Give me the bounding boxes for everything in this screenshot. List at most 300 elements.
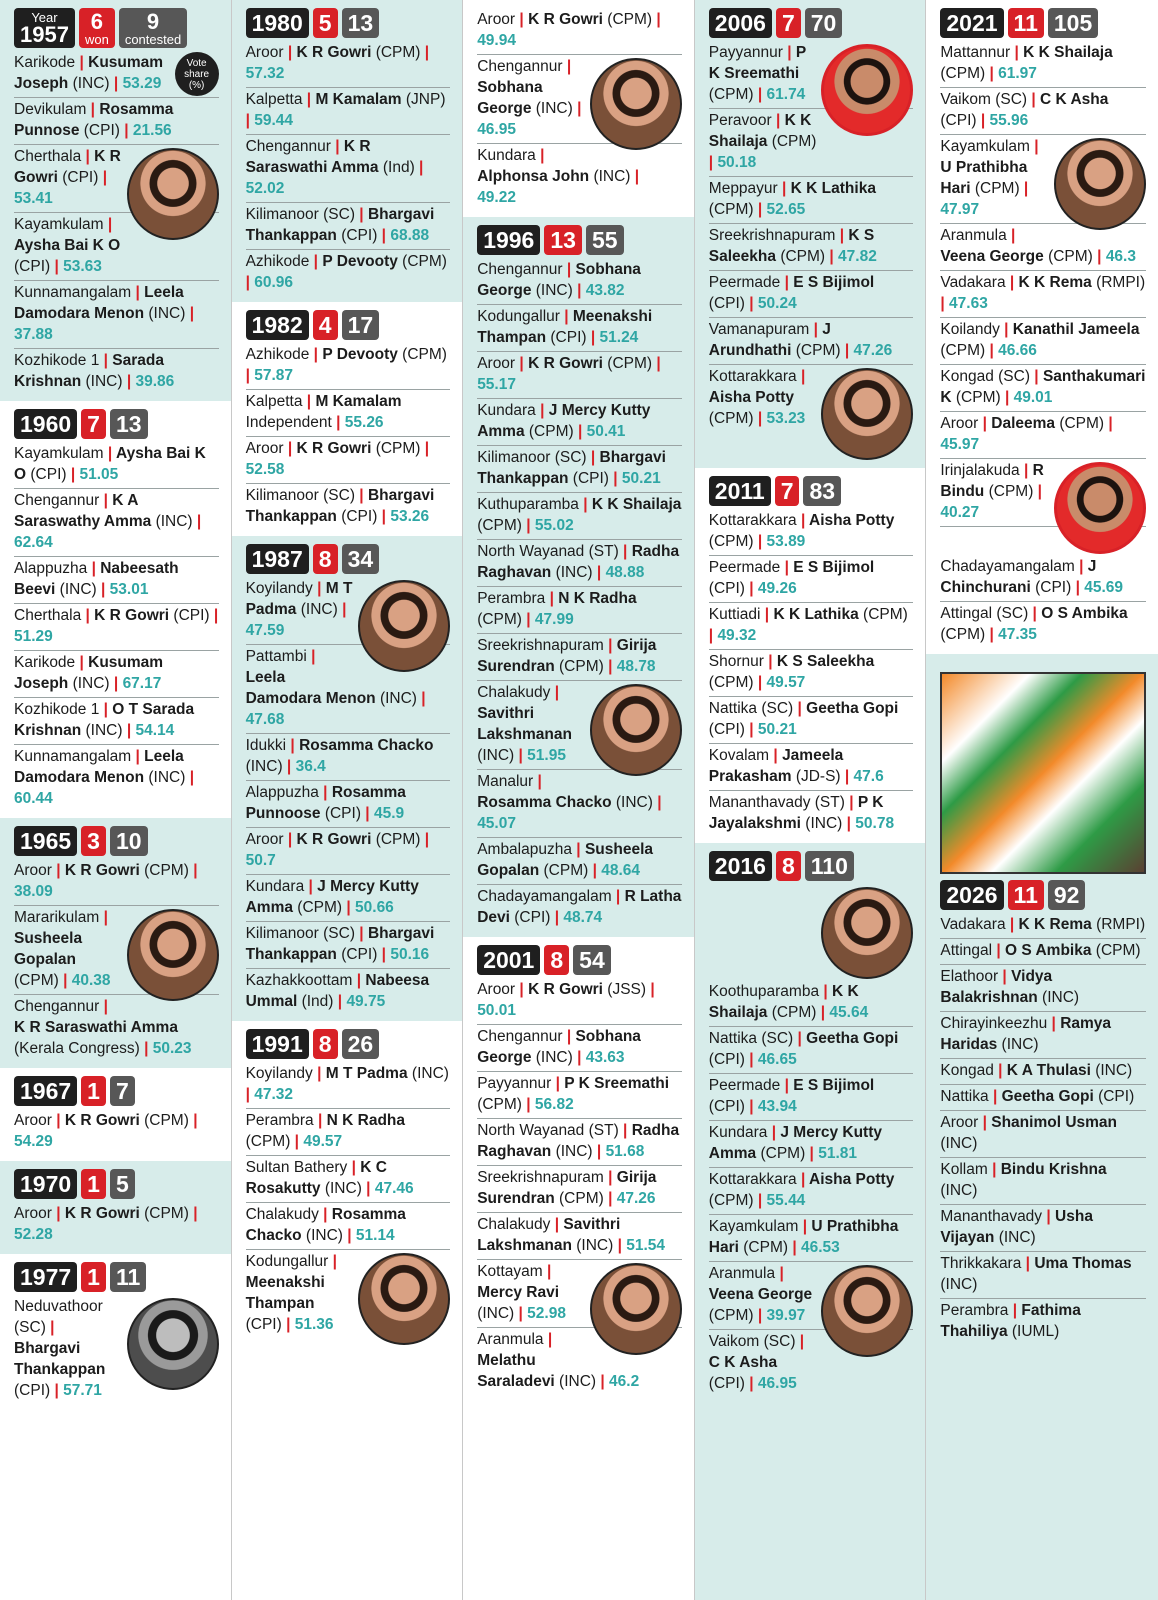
year-box: 1965 — [14, 826, 77, 856]
column-filler — [0, 1410, 231, 1600]
separator: | — [1079, 558, 1088, 575]
candidate-name: K K Shailaja — [708, 112, 812, 150]
contested-box: 17 — [342, 310, 380, 340]
separator: | — [537, 773, 542, 790]
year-box: 1987 — [246, 544, 309, 574]
separator: | — [54, 1382, 64, 1399]
vote-share: 40.27 — [940, 504, 980, 521]
candidate-name: K S Saleekha — [708, 227, 875, 265]
candidate-entry — [940, 318, 1146, 365]
constituency: Kazhakkoottam — [245, 972, 357, 989]
constituency: Kuttiadi — [708, 606, 765, 623]
separator: | — [189, 769, 195, 786]
won-box: 4 — [313, 310, 338, 340]
candidate-name: K K Lathika — [773, 606, 864, 623]
vote-share: 51.54 — [626, 1237, 666, 1254]
candidate-name: K R Gowri — [64, 1205, 145, 1222]
party: (INC) — [559, 1373, 601, 1390]
constituency: Devikulam — [14, 101, 91, 118]
separator: | — [784, 1077, 794, 1094]
candidate-name: Melathu Saraladevi — [477, 1352, 560, 1390]
party: (RMPI) — [1096, 274, 1146, 291]
candidate-name: Uma Thomas — [1034, 1255, 1132, 1272]
separator: | — [839, 227, 849, 244]
candidate-name: E S Bijimol — [793, 559, 875, 576]
party: (CPI) — [173, 607, 214, 624]
separator: | — [617, 1237, 627, 1254]
candidate-entry — [940, 41, 1146, 88]
party: (INC) — [324, 1180, 367, 1197]
year-box: 1996 — [477, 225, 540, 255]
party: (INC) — [535, 1049, 578, 1066]
candidate-entry — [246, 781, 451, 828]
party: (CPM) — [559, 1190, 609, 1207]
party: (CPM) — [708, 410, 758, 427]
candidate-name: K R Gowri — [296, 44, 376, 61]
vote-share: 49.57 — [766, 674, 806, 691]
constituency: Aranmula — [940, 227, 1012, 244]
candidate-name: Girija Surendran — [477, 1169, 657, 1207]
year-section-1960 — [0, 401, 231, 818]
vote-share: 50.01 — [477, 1002, 516, 1019]
candidate-entry — [709, 884, 914, 1027]
vote-share: 62.64 — [14, 534, 53, 551]
candidate-name: Aysha Bai K O — [14, 445, 206, 483]
year-box — [14, 8, 75, 48]
vote-share: 47.68 — [245, 711, 285, 728]
separator: | — [313, 253, 323, 270]
candidate-entry — [246, 1156, 451, 1203]
candidate-entry — [246, 1109, 451, 1156]
candidate-name: Bhargavi Thankappan — [14, 1340, 106, 1378]
party: (INC) — [155, 513, 197, 530]
party: (CPM) — [940, 626, 990, 643]
separator: | — [773, 747, 783, 764]
column-filler — [232, 1353, 463, 1600]
constituency: Sreekrishnapuram — [477, 637, 609, 654]
party: (INC) — [1095, 1062, 1133, 1079]
separator: | — [555, 1075, 565, 1092]
constituency: Thrikkakara — [940, 1255, 1026, 1272]
candidate-entry — [709, 41, 914, 109]
party: (CPI) — [14, 258, 55, 275]
vote-share: 47.46 — [374, 1180, 414, 1197]
candidate-entry — [477, 1260, 682, 1328]
column-filler — [463, 1401, 694, 1600]
separator: | — [757, 533, 767, 550]
separator: | — [306, 393, 316, 410]
constituency: Kilimanoor (SC) — [245, 487, 360, 504]
candidate-name: K R Saraswathi Amma — [14, 1019, 178, 1036]
constituency: Mananthavady — [940, 1208, 1047, 1225]
candidate-name: Kusumam Joseph — [14, 54, 164, 92]
candidate-photo — [590, 58, 682, 150]
constituency: Peermade — [708, 559, 785, 576]
party: (IUML) — [1011, 1323, 1060, 1340]
party: (CPI) — [708, 721, 750, 738]
constituency: Sultan Bathery — [245, 1159, 352, 1176]
separator: | — [771, 1124, 781, 1141]
separator: | — [518, 1305, 528, 1322]
party: (CPM) — [780, 248, 830, 265]
constituency: Aroor — [14, 1112, 57, 1129]
year-box: 2016 — [709, 851, 772, 881]
candidate-entry — [709, 224, 914, 271]
separator: | — [566, 1028, 576, 1045]
party: (INC) — [300, 601, 343, 618]
constituency: Kunnamangalam — [14, 284, 136, 301]
vote-share-label-2: share — [184, 68, 210, 80]
separator: | — [799, 1333, 805, 1350]
separator: | — [311, 648, 316, 665]
party: (Ind) — [382, 159, 420, 176]
candidate-name: Susheela Gopalan — [477, 841, 653, 879]
year-header — [246, 544, 451, 574]
candidate-name: Susheela Gopalan — [14, 930, 83, 968]
candidate-photo — [127, 909, 219, 1001]
constituency: Mararikulam — [14, 909, 104, 926]
column-3 — [463, 0, 695, 1600]
party: (INC) — [576, 1237, 618, 1254]
separator: | — [1025, 1255, 1035, 1272]
constituency: Mattannur — [940, 44, 1015, 61]
separator: | — [90, 101, 100, 118]
constituency: Peravoor — [708, 112, 776, 129]
party: (INC) — [535, 282, 578, 299]
separator: | — [577, 282, 586, 299]
party: (CPI) — [341, 946, 382, 963]
candidate-name: M T Padma — [245, 580, 353, 618]
won-box: 8 — [544, 945, 569, 975]
constituency: Peermade — [708, 274, 785, 291]
party: (CPM) — [528, 423, 578, 440]
candidate-name: J Chinchurani — [940, 558, 1097, 596]
separator: | — [989, 626, 999, 643]
separator: | — [608, 1190, 617, 1207]
vote-share: 47.32 — [254, 1086, 294, 1103]
contested-box: 110 — [805, 851, 854, 881]
party: (CPM) — [743, 1239, 793, 1256]
constituency: Kalpetta — [245, 393, 307, 410]
separator: | — [657, 794, 662, 811]
constituency: Chadayamangalam — [477, 888, 616, 905]
year-header — [246, 8, 451, 38]
candidate-entry — [940, 1158, 1146, 1205]
constituency: Kayamkulam — [14, 216, 108, 233]
candidate-name: Sobhana George — [477, 261, 641, 299]
separator: | — [1002, 968, 1012, 985]
candidate-entry — [246, 343, 451, 390]
separator: | — [245, 112, 255, 129]
separator: | — [54, 258, 64, 275]
separator: | — [1009, 916, 1019, 933]
party: (CPM) — [477, 1096, 527, 1113]
constituency: Chalakudy — [477, 1216, 555, 1233]
candidate-entry — [477, 258, 682, 305]
year-header — [14, 1262, 219, 1292]
separator: | — [1011, 227, 1016, 244]
separator: | — [775, 112, 785, 129]
won-box: 1 — [81, 1169, 106, 1199]
vote-share: 45.64 — [829, 1004, 869, 1021]
constituency: Kunnamangalam — [14, 748, 136, 765]
candidate-photo — [127, 148, 219, 240]
separator: | — [337, 993, 347, 1010]
separator: | — [63, 972, 72, 989]
candidate-entry — [940, 412, 1146, 459]
candidate-entry — [940, 1299, 1146, 1345]
separator: | — [245, 1086, 255, 1103]
separator: | — [992, 1088, 1002, 1105]
candidate-photo — [1054, 138, 1146, 230]
separator: | — [1046, 1208, 1056, 1225]
vote-share: 55.96 — [989, 112, 1029, 129]
separator: | — [144, 1040, 153, 1057]
candidate-name: Nabeesath Beevi — [14, 560, 179, 598]
separator: | — [91, 560, 101, 577]
separator: | — [101, 581, 110, 598]
constituency: Irinjalakuda — [940, 462, 1024, 479]
candidate-entry — [246, 390, 451, 437]
separator: | — [346, 899, 356, 916]
constituency: Chengannur — [477, 261, 567, 278]
separator: | — [102, 169, 108, 186]
vote-share: 57.32 — [245, 65, 285, 82]
separator: | — [381, 227, 391, 244]
candidate-name: K R Gowri — [528, 981, 608, 998]
separator: | — [1051, 1015, 1061, 1032]
separator: | — [351, 1159, 361, 1176]
constituency: Chalakudy — [245, 1206, 324, 1223]
candidate-entry — [709, 650, 914, 697]
constituency: Aroor — [245, 831, 288, 848]
constituency: North Wayanad (ST) — [477, 1122, 624, 1139]
constituency: Elathoor — [940, 968, 1003, 985]
candidate-name: Sarada Krishnan — [14, 352, 164, 390]
party: (INC) — [148, 769, 190, 786]
separator: | — [768, 653, 777, 670]
separator: | — [608, 1169, 617, 1186]
party: (INC) — [85, 373, 127, 390]
candidate-name: P K Jayalakshmi — [708, 794, 884, 832]
separator: | — [784, 274, 794, 291]
constituency: Koyilandy — [245, 1065, 318, 1082]
candidate-entry — [709, 271, 914, 318]
candidate-entry — [14, 98, 219, 145]
candidate-name: Fathima Thahiliya — [940, 1302, 1081, 1340]
candidate-name: Bhargavi Thankappan — [245, 487, 435, 525]
candidate-name: P Devooty — [322, 253, 403, 270]
party: (CPM) — [988, 483, 1038, 500]
separator: | — [1012, 1302, 1022, 1319]
candidate-entry — [940, 459, 1146, 527]
contested-box: 11 — [110, 1262, 146, 1292]
candidate-entry — [477, 634, 682, 681]
party: (INC) — [411, 1065, 449, 1082]
candidate-entry — [246, 1203, 451, 1250]
candidate-name: K K Rema — [1018, 916, 1097, 933]
contested-box: 13 — [342, 8, 380, 38]
party: (INC) — [940, 1135, 978, 1152]
constituency: Kilimanoor (SC) — [477, 449, 591, 466]
candidate-entry — [246, 41, 451, 88]
separator: | — [800, 512, 810, 529]
separator: | — [85, 607, 95, 624]
vote-share: 53.01 — [109, 581, 149, 598]
won-box: 5 — [313, 8, 338, 38]
vote-share: 49.22 — [477, 189, 516, 206]
constituency: Chengannur — [14, 492, 104, 509]
separator: | — [982, 1114, 992, 1131]
separator: | — [381, 946, 391, 963]
candidate-entry — [940, 1059, 1146, 1085]
party: (JNP) — [405, 91, 446, 108]
candidate-name: Mercy Ravi — [477, 1284, 560, 1301]
constituency: Koyilandy — [245, 580, 318, 597]
contested-box: 105 — [1048, 8, 1098, 38]
candidate-name: K A Saraswathy Amma — [14, 492, 156, 530]
separator: | — [1023, 462, 1033, 479]
separator: | — [135, 748, 145, 765]
separator: | — [546, 1263, 552, 1280]
candidate-name: M Kamalam — [315, 393, 402, 410]
year-box: 1967 — [14, 1076, 77, 1106]
contested-box: 34 — [342, 544, 380, 574]
candidate-entry — [709, 318, 914, 365]
party: (JD-S) — [795, 768, 845, 785]
candidate-name: J Mercy Kutty Amma — [245, 878, 419, 916]
separator: | — [79, 654, 89, 671]
vote-share-badge — [175, 52, 219, 96]
constituency: Kollam — [940, 1161, 993, 1178]
separator: | — [421, 690, 426, 707]
separator: | — [577, 1049, 586, 1066]
separator: | — [989, 65, 999, 82]
separator: | — [424, 831, 430, 848]
candidate-name: Kanathil Jameela — [1012, 321, 1140, 338]
vote-share: 49.26 — [757, 580, 797, 597]
separator: | — [802, 1218, 812, 1235]
separator: | — [126, 373, 136, 390]
constituency: Sreekrishnapuram — [708, 227, 840, 244]
vote-share: 53.89 — [766, 533, 806, 550]
vote-share: 54.14 — [135, 722, 175, 739]
candidate-name: E S Bijimol — [793, 1077, 875, 1094]
vote-share: 48.64 — [601, 862, 641, 879]
party: (CPI) — [514, 909, 555, 926]
party: (CPI) — [708, 295, 750, 312]
vote-share: 21.56 — [132, 122, 172, 139]
candidate-name: Shanimol Usman — [991, 1114, 1117, 1131]
separator: | — [366, 1180, 375, 1197]
candidate-entry — [14, 995, 219, 1062]
separator: | — [356, 972, 366, 989]
constituency: Nattika — [940, 1088, 993, 1105]
party: (CPI) — [30, 466, 71, 483]
party: (INC) — [998, 1229, 1036, 1246]
constituency: Kodungallur — [245, 1253, 333, 1270]
candidate-entry — [477, 144, 682, 211]
party: (INC) — [72, 75, 114, 92]
year-box: 1991 — [246, 1029, 309, 1059]
candidate-entry — [14, 906, 219, 995]
won-box: 3 — [81, 826, 106, 856]
candidate-name: Santhakumari K — [940, 368, 1146, 406]
party: (INC) — [1001, 1036, 1039, 1053]
separator: | — [113, 75, 123, 92]
constituency: Kottarakkara — [708, 1171, 801, 1188]
candidate-entry — [477, 305, 682, 352]
separator: | — [359, 206, 368, 223]
vote-share-label-1: Vote — [186, 57, 207, 69]
candidate-entry — [477, 1213, 682, 1260]
separator: | — [519, 11, 529, 28]
candidate-name: K K Rema — [1018, 274, 1097, 291]
year-section-1970 — [0, 1161, 231, 1254]
constituency: North Wayanad (ST) — [477, 543, 624, 560]
year-header — [477, 945, 682, 975]
candidate-entry — [940, 602, 1146, 648]
constituency: Cherthala — [14, 148, 86, 165]
candidate-entry — [14, 1295, 219, 1404]
candidate-entry — [246, 250, 451, 296]
candidate-name: M T Padma — [325, 1065, 412, 1082]
contested-box: 13 — [110, 409, 148, 439]
candidate-photo — [821, 887, 913, 979]
party: (INC) — [555, 564, 597, 581]
candidate-name: Meenakshi Thampan — [477, 308, 653, 346]
constituency: Kottarakkara — [708, 512, 801, 529]
candidate-photo — [127, 1298, 219, 1390]
vote-share: 57.87 — [254, 367, 294, 384]
party: (CPM) — [708, 86, 758, 103]
party: (CPM) — [771, 133, 817, 150]
party: (CPM) — [375, 440, 425, 457]
separator: | — [519, 355, 529, 372]
vote-share: 50.18 — [717, 154, 757, 171]
separator: | — [564, 308, 573, 325]
contested-box: 5 — [110, 1169, 135, 1199]
vote-share: 48.74 — [563, 909, 603, 926]
separator: | — [613, 470, 622, 487]
candidate-name: Rosamma Punnose — [14, 101, 174, 139]
constituency: Vaikom (SC) — [940, 91, 1032, 108]
constituency: Shornur — [708, 653, 769, 670]
vote-share: 53.41 — [14, 190, 53, 207]
vote-share: 55.26 — [344, 414, 384, 431]
year-section-2011 — [695, 468, 926, 843]
candidate-entry — [477, 978, 682, 1025]
constituency: Pattambi — [245, 648, 312, 665]
candidate-name: Bhargavi Thankappan — [245, 925, 435, 963]
vote-share: 55.44 — [766, 1192, 806, 1209]
year-header — [246, 1029, 451, 1059]
party: (CPM) — [402, 253, 447, 270]
separator: | — [813, 321, 823, 338]
constituency: Payyannur — [708, 44, 788, 61]
party: (CPM) — [974, 180, 1024, 197]
separator: | — [103, 701, 113, 718]
constituency: Kuthuparamba — [477, 496, 584, 513]
separator: | — [757, 410, 767, 427]
candidate-entry — [940, 224, 1146, 271]
candidate-entry — [709, 1262, 914, 1330]
separator: | — [424, 440, 430, 457]
candidate-entry — [940, 1012, 1146, 1059]
vote-share: 60.44 — [14, 790, 53, 807]
candidate-name: K R Gowri — [64, 1112, 145, 1129]
separator: | — [193, 1205, 198, 1222]
